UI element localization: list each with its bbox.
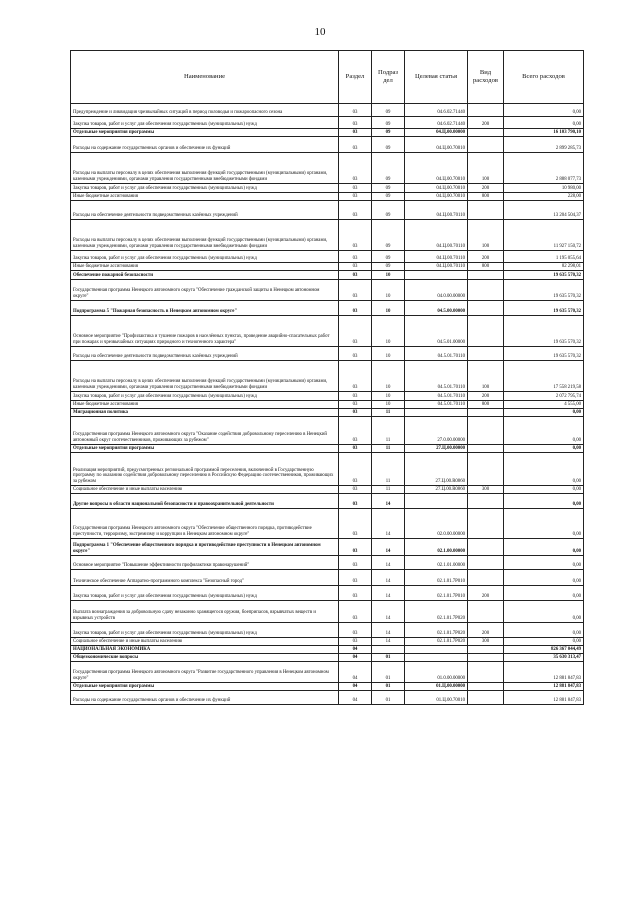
cell-total: 19 635 570,32 xyxy=(504,316,584,347)
cell-subsection: 14 xyxy=(372,509,405,539)
cell-target: 02.0.00.00000 xyxy=(405,509,468,539)
cell-kind xyxy=(468,509,504,539)
cell-subsection: 11 xyxy=(372,409,405,417)
cell-total: 82 298,01 xyxy=(504,263,584,271)
cell-kind: 800 xyxy=(468,263,504,271)
cell-name: Закупка товаров, работ и услуг для обеспечения государственных (муниципальных) нужд xyxy=(71,392,339,401)
cell-name: Обеспечение пожарной безопасности xyxy=(71,271,339,280)
cell-section: 03 xyxy=(339,184,372,193)
cell-section: 03 xyxy=(339,623,372,638)
cell-total: 0,00 xyxy=(504,486,584,494)
cell-total: 1 195 055,64 xyxy=(504,251,584,263)
cell-section: 03 xyxy=(339,316,372,347)
cell-name: Иные бюджетные ассигнования xyxy=(71,193,339,201)
cell-subsection: 11 xyxy=(372,445,405,453)
cell-section: 03 xyxy=(339,392,372,401)
cell-kind: 200 xyxy=(468,586,504,601)
cell-kind xyxy=(468,646,504,654)
cell-kind xyxy=(468,129,504,137)
cell-target: 02.1.01.00000 xyxy=(405,556,468,570)
cell-name: Социальное обеспечение и иные выплаты населению xyxy=(71,486,339,494)
cell-target: 04.Ц.00.70010 xyxy=(405,137,468,153)
cell-kind xyxy=(468,494,504,509)
cell-kind: 800 xyxy=(468,193,504,201)
cell-section: 03 xyxy=(339,220,372,251)
cell-kind xyxy=(468,271,504,280)
cell-target: 04.0.00.00000 xyxy=(405,280,468,301)
cell-kind xyxy=(468,654,504,662)
cell-section: 03 xyxy=(339,201,372,220)
cell-section: 03 xyxy=(339,104,372,117)
header-target: Целевая статья xyxy=(405,51,468,104)
cell-kind xyxy=(468,409,504,417)
table-row xyxy=(71,153,584,184)
cell-kind: 300 xyxy=(468,638,504,646)
table-row xyxy=(71,417,584,445)
cell-name: Закупка товаров, работ и услуг для обеспечения государственных (муниципальных) нужд xyxy=(71,623,339,638)
cell-target: 04.Ц.00.00000 xyxy=(405,129,468,137)
cell-total: 12 881 847,83 xyxy=(504,662,584,683)
cell-section: 03 xyxy=(339,301,372,316)
cell-total: 0,00 xyxy=(504,445,584,453)
cell-section: 03 xyxy=(339,401,372,409)
table-row xyxy=(71,129,584,137)
table-row xyxy=(71,184,584,193)
cell-target: 04.5.01.70110 xyxy=(405,392,468,401)
cell-kind: 200 xyxy=(468,392,504,401)
cell-name: Социальное обеспечение и иные выплаты населению xyxy=(71,638,339,646)
table-row xyxy=(71,570,584,586)
cell-section: 03 xyxy=(339,193,372,201)
cell-name: Основное мероприятие "Повышение эффективности профилактики правонарушений" xyxy=(71,556,339,570)
cell-kind xyxy=(468,601,504,623)
cell-subsection: 14 xyxy=(372,638,405,646)
cell-subsection: 14 xyxy=(372,539,405,556)
table-row xyxy=(71,271,584,280)
cell-total: 16 103 790,10 xyxy=(504,129,584,137)
cell-total: 2 888 077,73 xyxy=(504,153,584,184)
cell-section: 04 xyxy=(339,646,372,654)
cell-target: 02.1.01.7P020 xyxy=(405,601,468,623)
table-row xyxy=(71,392,584,401)
table-row xyxy=(71,193,584,201)
cell-section: 03 xyxy=(339,280,372,301)
cell-total: 0,00 xyxy=(504,417,584,445)
cell-kind: 800 xyxy=(468,401,504,409)
cell-name: Расходы на выплаты персоналу в целях обеспечения выполнения функций государственными (муниципальными) органами, казенными учреждениями, органами управления государственными внебюджетными фондами xyxy=(71,361,339,392)
cell-total: 17 558 219,58 xyxy=(504,361,584,392)
cell-subsection: 14 xyxy=(372,601,405,623)
table-row xyxy=(71,683,584,691)
cell-target: 27.Ц.00.R0860 xyxy=(405,453,468,486)
cell-total: 12 881 847,83 xyxy=(504,691,584,705)
cell-target: 04.Ц.00.70110 xyxy=(405,263,468,271)
cell-target: 04.Ц.00.70110 xyxy=(405,251,468,263)
cell-kind: 300 xyxy=(468,486,504,494)
cell-subsection: 09 xyxy=(372,129,405,137)
cell-total: 10 980,00 xyxy=(504,184,584,193)
cell-target: 01.0.00.00000 xyxy=(405,662,468,683)
cell-total: 228,00 xyxy=(504,193,584,201)
header-total: Всего расходов xyxy=(504,51,584,104)
cell-name: Расходы на содержание государственных органов и обеспечение их функций xyxy=(71,137,339,153)
cell-name: Закупка товаров, работ и услуг для обеспечения государственных (муниципальных) нужд xyxy=(71,586,339,601)
cell-total: 0,00 xyxy=(504,556,584,570)
cell-kind xyxy=(468,453,504,486)
table-row xyxy=(71,453,584,486)
page-number: 10 xyxy=(314,26,326,38)
cell-subsection: 14 xyxy=(372,586,405,601)
cell-section: 04 xyxy=(339,654,372,662)
cell-target xyxy=(405,271,468,280)
cell-total: 2 899 285,73 xyxy=(504,137,584,153)
cell-kind: 200 xyxy=(468,117,504,129)
budget-table xyxy=(70,50,584,705)
cell-subsection: 10 xyxy=(372,392,405,401)
table-row xyxy=(71,401,584,409)
cell-name: Государственная программа Ненецкого автономного округа "Оказание содействия добровольному переселению в Ненецкий автономный округ соотечественников, проживающих за рубежом" xyxy=(71,417,339,445)
cell-target: 04.Ц.00.70010 xyxy=(405,193,468,201)
table-row xyxy=(71,409,584,417)
cell-section: 03 xyxy=(339,347,372,361)
table-row xyxy=(71,623,584,638)
table-row xyxy=(71,445,584,453)
cell-kind xyxy=(468,683,504,691)
header-name: Наименование xyxy=(71,51,339,104)
cell-section: 03 xyxy=(339,539,372,556)
cell-kind xyxy=(468,445,504,453)
cell-total: 0,00 xyxy=(504,494,584,509)
cell-subsection: 09 xyxy=(372,201,405,220)
cell-target xyxy=(405,494,468,509)
cell-subsection: 09 xyxy=(372,251,405,263)
cell-total: 12 881 847,83 xyxy=(504,683,584,691)
cell-section: 03 xyxy=(339,638,372,646)
cell-total: 0,00 xyxy=(504,117,584,129)
cell-total: 2 072 795,74 xyxy=(504,392,584,401)
cell-name: Техническое обеспечение Аппаратно-программного комплекса "Безопасный город" xyxy=(71,570,339,586)
cell-section: 03 xyxy=(339,453,372,486)
cell-section: 03 xyxy=(339,509,372,539)
table-row xyxy=(71,638,584,646)
cell-kind xyxy=(468,556,504,570)
table-row xyxy=(71,539,584,556)
cell-target: 27.0.00.00000 xyxy=(405,417,468,445)
cell-kind: 200 xyxy=(468,184,504,193)
cell-subsection: 09 xyxy=(372,137,405,153)
cell-name: Закупка товаров, работ и услуг для обеспечения государственных (муниципальных) нужд xyxy=(71,251,339,263)
table-row xyxy=(71,280,584,301)
cell-name: Расходы на выплаты персоналу в целях обеспечения выполнения функций государственными (муниципальными) органами, казенными учреждениями, органами управления государственными внебюджетными фондами xyxy=(71,153,339,184)
cell-kind: 100 xyxy=(468,361,504,392)
cell-target: 02.1.01.7P020 xyxy=(405,623,468,638)
cell-name: Закупка товаров, работ и услуг для обеспечения государственных (муниципальных) нужд xyxy=(71,184,339,193)
cell-target: 04.Ц.00.70010 xyxy=(405,184,468,193)
cell-section: 03 xyxy=(339,409,372,417)
cell-name: Иные бюджетные ассигнования xyxy=(71,263,339,271)
cell-name: Выплата вознаграждения за добровольную сдачу незаконно хранящегося оружия, боеприпасов, взрывчатых веществ и взрывных устройств xyxy=(71,601,339,623)
cell-subsection: 09 xyxy=(372,153,405,184)
table-row xyxy=(71,654,584,662)
cell-target: 04.5.01.00000 xyxy=(405,316,468,347)
table-row xyxy=(71,301,584,316)
cell-target: 01.Ц.00.70010 xyxy=(405,691,468,705)
cell-name: Предупреждение и ликвидация чрезвычайных ситуаций в период половодья и пожароопасного сезона xyxy=(71,104,339,117)
cell-subsection: 10 xyxy=(372,401,405,409)
cell-total: 35 630 313,47 xyxy=(504,654,584,662)
header-subsection: Подраз дел xyxy=(372,51,405,104)
cell-name: Иные бюджетные ассигнования xyxy=(71,401,339,409)
cell-section: 03 xyxy=(339,586,372,601)
cell-subsection: 09 xyxy=(372,263,405,271)
cell-subsection: 10 xyxy=(372,347,405,361)
cell-kind xyxy=(468,301,504,316)
cell-target: 04.5.00.00000 xyxy=(405,301,468,316)
cell-name: Отдельные мероприятия программы xyxy=(71,129,339,137)
cell-total: 0,00 xyxy=(504,601,584,623)
cell-target: 04.6.02.71440 xyxy=(405,104,468,117)
cell-subsection: 11 xyxy=(372,417,405,445)
cell-total: 19 635 570,32 xyxy=(504,301,584,316)
cell-name: Отдельные мероприятия программы xyxy=(71,445,339,453)
cell-kind xyxy=(468,201,504,220)
cell-total: 826 367 044,49 xyxy=(504,646,584,654)
table-row xyxy=(71,691,584,705)
cell-subsection: 09 xyxy=(372,220,405,251)
cell-subsection: 11 xyxy=(372,486,405,494)
cell-target xyxy=(405,646,468,654)
table-row xyxy=(71,220,584,251)
cell-total: 0,00 xyxy=(504,409,584,417)
cell-section: 04 xyxy=(339,683,372,691)
cell-subsection: 09 xyxy=(372,184,405,193)
cell-name: Государственная программа Ненецкого автономного округа "Обеспечение общественного порядка, противодействие преступности, терроризму, экстремизму и коррупции в Ненецком автономном округе" xyxy=(71,509,339,539)
cell-name: Подпрограмма 5 "Пожарная безопасность в Ненецком автономном округе" xyxy=(71,301,339,316)
cell-subsection: 14 xyxy=(372,623,405,638)
cell-subsection: 14 xyxy=(372,556,405,570)
table-row xyxy=(71,137,584,153)
cell-kind: 200 xyxy=(468,623,504,638)
cell-section: 03 xyxy=(339,361,372,392)
table-row xyxy=(71,117,584,129)
cell-total: 19 635 570,32 xyxy=(504,280,584,301)
cell-target: 04.Ц.00.70110 xyxy=(405,201,468,220)
table-row xyxy=(71,263,584,271)
cell-subsection: 09 xyxy=(372,117,405,129)
cell-subsection: 10 xyxy=(372,361,405,392)
cell-target xyxy=(405,409,468,417)
cell-kind xyxy=(468,691,504,705)
cell-total: 0,00 xyxy=(504,509,584,539)
cell-name: Реализация мероприятий, предусмотренных региональной программой переселения, включенной в Государственную программу по оказанию содействия добровольному переселению в Российскую Федерацию соотечественников, проживающих за рубежом xyxy=(71,453,339,486)
cell-kind: 100 xyxy=(468,220,504,251)
cell-subsection: 10 xyxy=(372,271,405,280)
cell-target: 01.Ц.00.00000 xyxy=(405,683,468,691)
cell-kind xyxy=(468,570,504,586)
cell-name: Расходы на выплаты персоналу в целях обеспечения выполнения функций государственными (муниципальными) органами, казенными учреждениями, органами управления государственными внебюджетными фондами xyxy=(71,220,339,251)
cell-total: 0,00 xyxy=(504,453,584,486)
table-row xyxy=(71,509,584,539)
table-row xyxy=(71,556,584,570)
table-row xyxy=(71,316,584,347)
cell-subsection: 01 xyxy=(372,683,405,691)
cell-name: Отдельные мероприятия программы xyxy=(71,683,339,691)
table-row xyxy=(71,251,584,263)
cell-subsection: 14 xyxy=(372,494,405,509)
cell-name: Государственная программа Ненецкого автономного округа "Обеспечение гражданской защиты в Ненецком автономном округе" xyxy=(71,280,339,301)
cell-subsection: 09 xyxy=(372,193,405,201)
cell-target: 04.Ц.00.70010 xyxy=(405,153,468,184)
cell-name: Основное мероприятие "Профилактика и тушение пожаров в населённых пунктах, проведение аварийно-спасательных работ при пожарах и чрезвычайных ситуациях природного и техногенного характера" xyxy=(71,316,339,347)
cell-target xyxy=(405,654,468,662)
cell-section: 03 xyxy=(339,570,372,586)
cell-target: 27.Ц.00.R0860 xyxy=(405,486,468,494)
cell-subsection: 01 xyxy=(372,654,405,662)
header-kind: Вид расходов xyxy=(468,51,504,104)
cell-section: 04 xyxy=(339,662,372,683)
cell-subsection: 10 xyxy=(372,316,405,347)
cell-subsection: 11 xyxy=(372,453,405,486)
table-row xyxy=(71,586,584,601)
cell-total: 0,00 xyxy=(504,539,584,556)
cell-subsection: 01 xyxy=(372,662,405,683)
cell-target: 02.1.01.7P020 xyxy=(405,638,468,646)
cell-section: 03 xyxy=(339,486,372,494)
cell-target: 04.5.01.70110 xyxy=(405,401,468,409)
cell-target: 27.Ц.00.00000 xyxy=(405,445,468,453)
cell-total: 13 204 504,37 xyxy=(504,201,584,220)
cell-section: 03 xyxy=(339,556,372,570)
cell-total: 19 635 570,32 xyxy=(504,347,584,361)
cell-kind xyxy=(468,137,504,153)
table-row xyxy=(71,601,584,623)
table-row xyxy=(71,494,584,509)
cell-section: 03 xyxy=(339,137,372,153)
cell-target: 04.5.01.70110 xyxy=(405,347,468,361)
cell-subsection: 01 xyxy=(372,691,405,705)
header-section: Раздел xyxy=(339,51,372,104)
cell-total: 0,00 xyxy=(504,638,584,646)
cell-target: 04.6.02.71440 xyxy=(405,117,468,129)
cell-target: 02.1.01.7P010 xyxy=(405,570,468,586)
cell-name: Государственная программа Ненецкого автономного округа "Развитие государственного управления в Ненецком автономном округе" xyxy=(71,662,339,683)
cell-target: 02.1.01.7P010 xyxy=(405,586,468,601)
table-row xyxy=(71,347,584,361)
cell-section: 03 xyxy=(339,263,372,271)
cell-section: 03 xyxy=(339,601,372,623)
table-row xyxy=(71,646,584,654)
cell-section: 03 xyxy=(339,271,372,280)
cell-name: Общеэкономические вопросы xyxy=(71,654,339,662)
cell-subsection: 09 xyxy=(372,104,405,117)
cell-total: 0,00 xyxy=(504,104,584,117)
cell-kind xyxy=(468,662,504,683)
cell-section: 03 xyxy=(339,117,372,129)
cell-subsection: 10 xyxy=(372,301,405,316)
cell-name: Миграционная политика xyxy=(71,409,339,417)
cell-section: 03 xyxy=(339,417,372,445)
cell-target: 02.1.00.00000 xyxy=(405,539,468,556)
cell-section: 03 xyxy=(339,251,372,263)
cell-total: 0,00 xyxy=(504,570,584,586)
cell-subsection xyxy=(372,646,405,654)
table-row xyxy=(71,662,584,683)
cell-section: 03 xyxy=(339,153,372,184)
cell-name: Расходы на содержание государственных органов и обеспечение их функций xyxy=(71,691,339,705)
table-row xyxy=(71,361,584,392)
cell-total: 19 635 570,32 xyxy=(504,271,584,280)
cell-name: Расходы на обеспечение деятельности подведомственных казённых учреждений xyxy=(71,201,339,220)
cell-target: 04.5.01.70110 xyxy=(405,361,468,392)
table-row xyxy=(71,104,584,117)
cell-total: 0,00 xyxy=(504,586,584,601)
cell-kind: 100 xyxy=(468,153,504,184)
header-row xyxy=(71,51,584,104)
cell-name: Расходы на обеспечение деятельности подведомственных казённых учреждений xyxy=(71,347,339,361)
cell-kind xyxy=(468,347,504,361)
cell-target: 04.Ц.00.70110 xyxy=(405,220,468,251)
cell-subsection: 14 xyxy=(372,570,405,586)
cell-name: НАЦИОНАЛЬНАЯ ЭКОНОМИКА xyxy=(71,646,339,654)
cell-section: 03 xyxy=(339,494,372,509)
table-row xyxy=(71,201,584,220)
cell-total: 11 927 150,72 xyxy=(504,220,584,251)
cell-name: Подпрограмма 1 "Обеспечение общественного порядка и противодействие преступности в Ненецком автономном округе" xyxy=(71,539,339,556)
cell-name: Закупка товаров, работ и услуг для обеспечения государственных (муниципальных) нужд xyxy=(71,117,339,129)
cell-name: Другие вопросы в области национальной безопасности и правоохранительной деятельности xyxy=(71,494,339,509)
cell-kind xyxy=(468,104,504,117)
cell-section: 04 xyxy=(339,691,372,705)
cell-total: 4 555,00 xyxy=(504,401,584,409)
cell-kind xyxy=(468,417,504,445)
cell-kind xyxy=(468,316,504,347)
cell-kind xyxy=(468,280,504,301)
cell-kind: 200 xyxy=(468,251,504,263)
cell-total: 0,00 xyxy=(504,623,584,638)
cell-kind xyxy=(468,539,504,556)
cell-subsection: 10 xyxy=(372,280,405,301)
cell-section: 03 xyxy=(339,129,372,137)
cell-section: 03 xyxy=(339,445,372,453)
table-row xyxy=(71,486,584,494)
